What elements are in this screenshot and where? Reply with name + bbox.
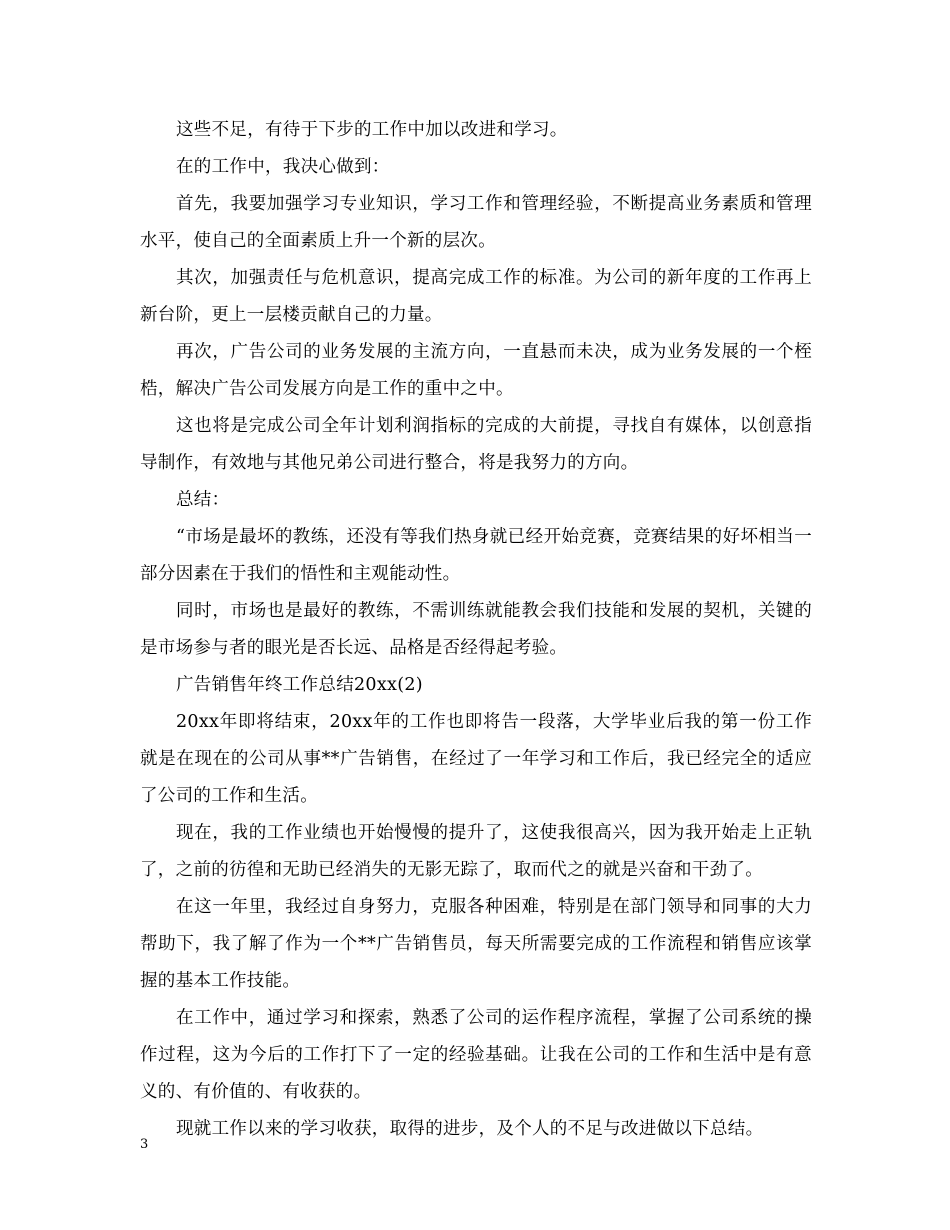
paragraph: 在这一年里，我经过自身努力，克服各种困难，特别是在部门领导和同事的大力帮助下，我了解了作为一个**广告销售员，每天所需要完成的工作流程和销售应该掌握的基本工作技能。 [140, 897, 812, 991]
page-number: 3 [140, 1137, 149, 1152]
paragraph: 再次，广告公司的业务发展的主流方向，一直悬而未决，成为业务发展的一个桎梏，解决广告公司发展方向是工作的重中之中。 [140, 342, 812, 399]
paragraph: 现就工作以来的学习收获，取得的进步，及个人的不足与改进做以下总结。 [176, 1119, 764, 1139]
paragraph: “市场是最坏的教练，还没有等我们热身就已经开始竞赛，竞赛结果的好坏相当一部分因素在于我们的悟性和主观能动性。 [140, 527, 812, 584]
paragraph: 这些不足，有待于下步的工作中加以改进和学习。 [176, 120, 568, 140]
paragraph: 这也将是完成公司全年计划利润指标的完成的大前提，寻找自有媒体，以创意指导制作，有效地与其他兄弟公司进行整合，将是我努力的方向。 [140, 416, 812, 473]
paragraph: 同时，市场也是最好的教练，不需训练就能教会我们技能和发展的契机，关键的是市场参与者的眼光是否长远、品格是否经得起考验。 [140, 601, 812, 658]
paragraph: 现在，我的工作业绩也开始慢慢的提升了，这使我很高兴，因为我开始走上正轨了，之前的彷徨和无助已经消失的无影无踪了，取而代之的就是兴奋和干劲了。 [140, 823, 812, 880]
paragraph: 其次，加强责任与危机意识，提高完成工作的标准。为公司的新年度的工作再上新台阶，更上一层楼贡献自己的力量。 [140, 268, 812, 325]
paragraph: 在工作中，通过学习和探索，熟悉了公司的运作程序流程，掌握了公司系统的操作过程，这为今后的工作打下了一定的经验基础。让我在公司的工作和生活中是有意义的、有价值的、有收获的。 [140, 1008, 812, 1102]
section-heading: 广告销售年终工作总结20xx(2) [176, 675, 423, 695]
paragraph: 首先，我要加强学习专业知识，学习工作和管理经验，不断提高业务素质和管理水平，使自己的全面素质上升一个新的层次。 [140, 194, 812, 251]
document-body [140, 112, 812, 1148]
section-label: 总结： [176, 490, 230, 510]
paragraph: 在的工作中，我决心做到： [176, 157, 390, 177]
paragraph: 20xx年即将结束，20xx年的工作也即将告一段落，大学毕业后我的第一份工作就是在现在的公司从事**广告销售，在经过了一年学习和工作后，我已经完全的适应了公司的工作和生活。 [140, 712, 812, 806]
